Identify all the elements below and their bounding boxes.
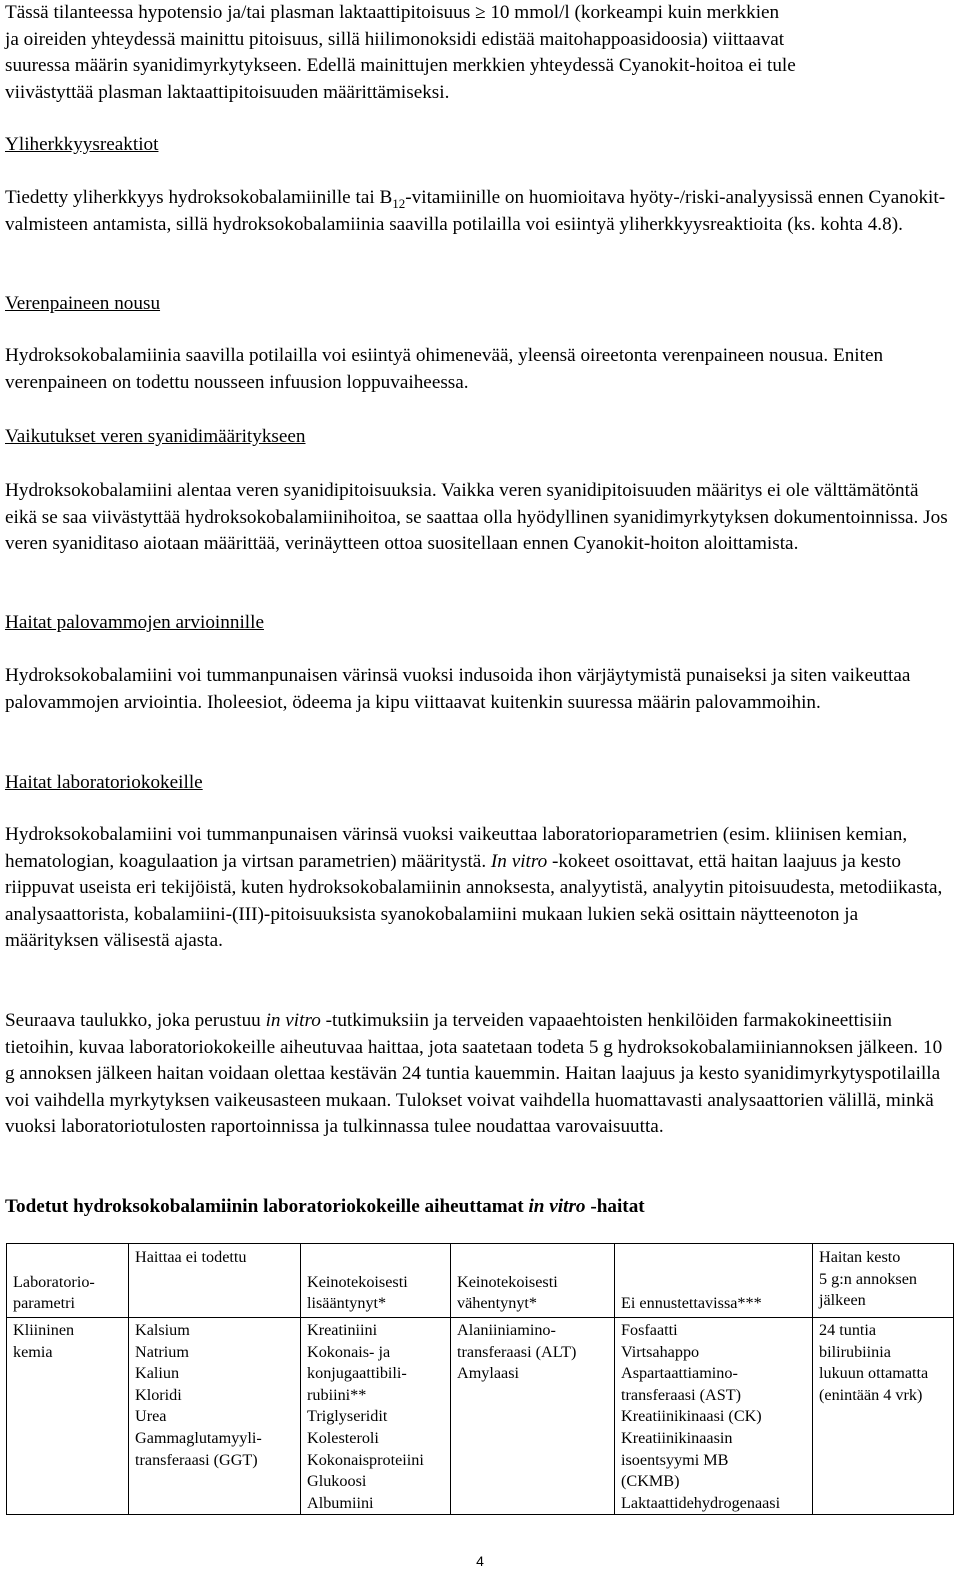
intro-line: Tässä tilanteessa hypotensio ja/tai plasman laktaattipitoisuus ≥ 10 mmol/l (korkeampi kuin merkkien: [5, 2, 780, 23]
intro-paragraph: [5, 0, 953, 106]
table-title: Todetut hydroksokobalamiinin laboratoriokokeille aiheuttamat in vitro -haitat: [5, 1196, 645, 1217]
intro-line: suuressa määrin syanidimyrkytykseen. Edellä mainittujen merkkien yhteydessä Cyanokit-hoitoa ei tule: [5, 55, 796, 76]
burns-heading: Haitat palovammojen arvioinnille: [5, 612, 264, 633]
hypersensitivity-heading: Yliherkkyysreaktiot: [5, 134, 159, 155]
cell-decreased: Alaniiniamino- transferaasi (ALT) Amylaasi: [451, 1318, 615, 1515]
lab-text: Hydroksokobalamiini voi tummanpunaisen värinsä vuoksi vaikeuttaa laboratorioparametrien (esim. kliinisen kemian, hematologian, koagulaation ja virtsan parametrien) määritystä. In vitro -kokeet osoittavat, että haitan laajuus ja kesto riippuvat useista eri tekijöistä, kuten hydroksokobalamiinin annoksesta, analyytistä, analyytin pitoisuudesta, metodiikasta, analysaattorista, kobalamiini-(III)-pitoisuuksista syanokobalamiini mukaan lukien sekä osittain näytteenoton ja määrityksen välisestä ajasta.: [5, 824, 943, 951]
cell-none: Kalsium Natrium Kaliun Kloridi Urea Gammaglutamyyli- transferaasi (GGT): [129, 1318, 301, 1515]
header-duration: Haitan kesto 5 g:n annoksen jälkeen: [813, 1244, 954, 1318]
intro-line: ja oireiden yhteydessä mainittu pitoisuus, sillä hiilimonoksidi edistää maitohappoasidoosia) viittaavat: [5, 28, 785, 50]
header-increased: Keinotekoisesti lisääntynyt*: [301, 1244, 451, 1318]
header-decreased: Keinotekoisesti vähentynyt*: [451, 1244, 615, 1318]
cell-increased: Kreatiniini Kokonais- ja konjugaattibili- rubiini** Triglyseridit Kolesteroli Kokonaisproteiini Glukoosi Albumiini: [301, 1318, 451, 1515]
cell-param: Kliininen kemia: [7, 1318, 129, 1515]
cyanide-text: Hydroksokobalamiini alentaa veren syanidipitoisuuksia. Vaikka veren syanidipitoisuuden määritys ei ole välttämätöntä eikä se saa viivästyttää hydroksokobalamiinihoitoa, se saattaa olla hyödyllinen syanidimyrkytyksen dokumentoinnissa. Jos veren syaniditaso aiotaan määrittää, verinäytteen ottoa suositellaan ennen Cyanokit-hoiton aloittamista.: [5, 480, 948, 554]
blood-pressure-heading: Verenpaineen nousu: [5, 293, 161, 314]
header-none: Haittaa ei todettu: [129, 1244, 301, 1318]
table-intro-text: Seuraava taulukko, joka perustuu in vitro -tutkimuksiin ja terveiden vapaaehtoisten henkilöiden farmakokineettisiin tietoihin, kuvaa laboratoriokokeille aiheutuvaa haittaa, jota saatetaan todeta 5 g hydroksokobalamiiniannoksen jälkeen. 10 g annoksen jälkeen haitan voidaan olettaa kestävän 24 tuntia kauemmin. Haitan laajuus ja kesto syanidimyrkytyspotilailla voi vaihdella myrkytyksen vaikeusasteen mukaan. Tulokset voivat vaihdella huomattavasti analysaattorien välillä, minkä vuoksi laboratoriotulosten raportoinnissa ja tulkinnassa tulee noudattaa varovaisuutta.: [5, 1010, 943, 1137]
cell-unpredictable: Fosfaatti Virtsahappo Aspartaattiamino- transferaasi (AST) Kreatiinikinaasi (CK) Kreatiinikinaasin isoentsyymi MB (CKMB) Laktaattidehydrogenaasi: [615, 1318, 813, 1515]
table-row: [7, 1318, 954, 1515]
header-unpredictable: Ei ennustettavissa***: [615, 1244, 813, 1318]
table-header-row: [7, 1244, 954, 1318]
lab-heading: Haitat laboratoriokokeille: [5, 772, 203, 793]
intro-line: viivästyttää plasman laktaattipitoisuuden määrittämiseksi.: [5, 81, 450, 103]
header-param: Laboratorio- parametri: [7, 1244, 129, 1318]
hypersensitivity-text: Tiedetty yliherkkyys hydroksokobalamiinille tai $B_{12}$-vitamiinille on huomioitava hyöty-/riski-analyysissä ennen Cyanokit-valmisteen antamista, sillä hydroksokobalamiinia saavilla potilailla voi esiintyä yliherkkyysreaktioita (ks. kohta 4.8).: [5, 187, 946, 235]
blood-pressure-text: Hydroksokobalamiinia saavilla potilailla voi esiintyä ohimenevää, yleensä oireetonta verenpaineen nousua. Eniten verenpaineen on todettu nousseen infuusion loppuvaiheessa.: [5, 345, 884, 393]
burns-text: Hydroksokobalamiini voi tummanpunaisen värinsä vuoksi indusoida ihon värjäytymistä punaiseksi ja siten vaikeuttaa palovammojen arviointia. Iholeesiot, ödeema ja kipu viittaavat kuitenkin suuressa määrin palovammoihin.: [5, 665, 911, 713]
interference-table: [6, 1243, 954, 1515]
cyanide-heading: Vaikutukset veren syanidimääritykseen: [5, 426, 306, 447]
cell-duration: 24 tuntia bilirubiinia lukuun ottamatta (enintään 4 vrk): [813, 1318, 954, 1515]
page-number: 4: [476, 1553, 484, 1569]
